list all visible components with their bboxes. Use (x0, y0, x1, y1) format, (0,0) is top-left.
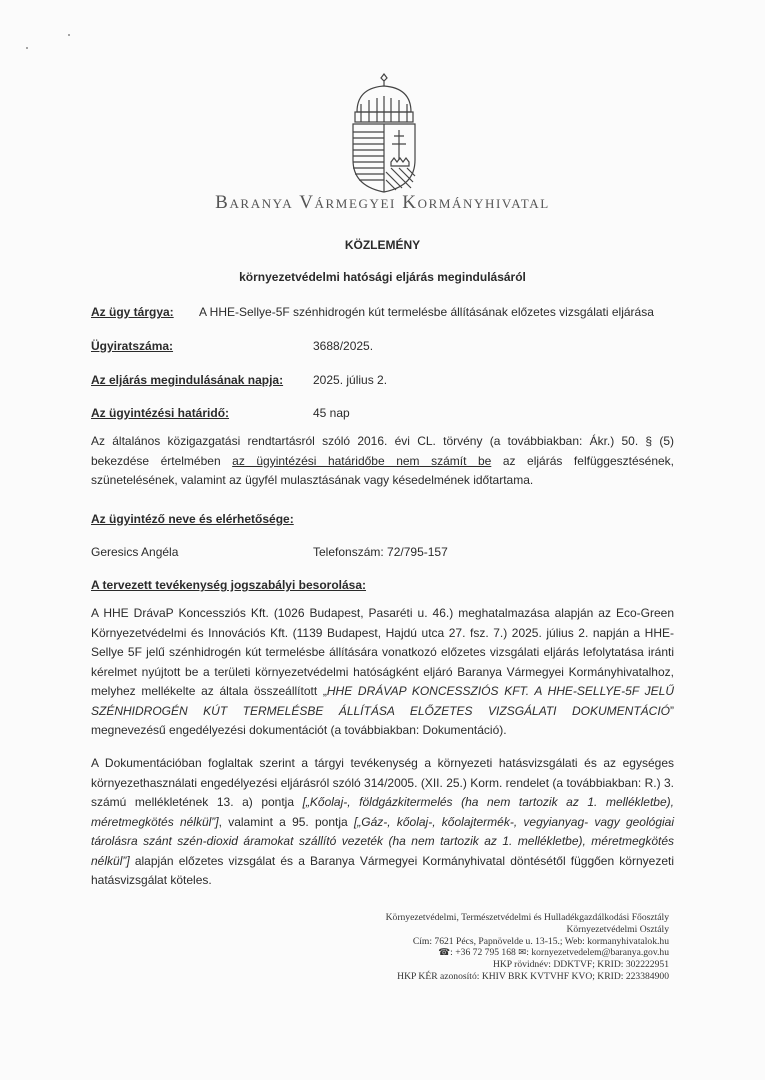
field-case-number (91, 339, 374, 353)
footer-hkp-ker: HKP KÉR azonosító: KHIV BRK KVTVHF KVO; KRID: 223384900 (397, 970, 669, 982)
field-label: Az ügy tárgya: (91, 305, 174, 319)
paragraph-text: az eljárás felfüggesztésének, szünetelésének, valamint az ügyfél mulasztásának vagy késedelmének időtartama. (91, 453, 674, 487)
field-subject (91, 305, 654, 319)
footer-department: Környezetvédelmi, Természetvédelmi és Hulladékgazdálkodási Főosztály (385, 912, 669, 923)
regulation-quote: [„Gáz-, kőolaj-, kőolajtermék-, vegyianyag- vagy geológiai tárolásra szánt szén-dioxid áramokat szállító vezeték (ha nem tartozik az 1. mellékletbe), méretmegkötés nélkül”] (91, 814, 674, 868)
footer-contact-block (386, 912, 669, 983)
officer-name: Geresics Angéla (91, 545, 179, 559)
paragraph-text: A Dokumentációban foglaltak szerint a tárgyi tevékenység a környezeti hatásvizsgálati és az egységes környezethasználati engedélyezési eljárásról szóló 314/2005. (XII. 25.) Korm. rendelet (a továbbiakban: R.) 3. számú mellékletének 13. a) pontja (91, 756, 674, 809)
section-heading: Az ügyintéző neve és elérhetősége: (91, 512, 294, 526)
classification-heading (91, 578, 366, 592)
hungarian-coat-of-arms-icon (339, 72, 429, 194)
scan-speck (26, 47, 28, 49)
footer-unit: Környezetvédelmi Osztály (566, 923, 669, 935)
paragraph-text: alapján előzetes vizsgálat és a Baranya Vármegyei Kormányhivatal döntésétől függően környezeti hatásvizsgálat köteles. (91, 853, 674, 887)
field-deadline (91, 406, 350, 420)
application-paragraph (91, 604, 674, 741)
section-heading: A tervezett tevékenység jogszabályi besorolása: (91, 578, 367, 592)
footer-hkp-short: HKP rövidnév: DDKTVF; KRID: 302222951 (492, 959, 669, 971)
scan-speck (68, 34, 70, 36)
document-subtitle: környezetvédelmi hatósági eljárás megindulásáról (239, 270, 526, 284)
field-value: 2025. július 2. (313, 373, 388, 387)
underlined-text: az ügyintézési határidőbe nem számít be (232, 453, 492, 468)
regulation-quote: [„Kőolaj-, földgázkitermelés (ha nem tartozik az 1. mellékletbe), méretmegkötés nélkül”] (91, 795, 674, 829)
footer-address: Cím: 7621 Pécs, Papnövelde u. 13-15.; Web: kormanyhivatalok.hu (412, 935, 669, 947)
document-title: KÖZLEMÉNY (344, 238, 421, 252)
contact-row (91, 545, 448, 559)
footer-phone-email: ☎: +36 72 795 168 ✉: kornyezetvedelem@baranya.gov.hu (438, 947, 669, 959)
paragraph-text: A HHE DrávaP Koncessziós Kft. (1026 Budapest, Pasaréti u. 46.) meghatalmazása alapján az Eco-Green Környezetvédelmi és Innovációs Kft. (1139 Budapest, Hajdú utca 27. fsz. 7.) 2025. július 2. napján a HHE- Sellye 5F jelű szénhidrogén kút termelésbe állítására vonatkozó előzetes vizsgálati eljárás lefolytatása iránti kérelmet nyújtott be a területi környezetvédelmi hatóságként eljáró Baranya Vármegyei Kormányhivatalhoz, melyhez mellékelte az általa összeállított „ (91, 606, 674, 698)
legal-basis-paragraph (91, 754, 674, 891)
contact-heading (91, 512, 294, 526)
paragraph-text: ” megnevezésű engedélyezési dokumentációt (a továbbiakban: Dokumentáció). (91, 703, 674, 737)
field-value: 3688/2025. (313, 339, 374, 353)
paragraph-text: , valamint a 95. pontja (218, 814, 354, 829)
field-label: Az eljárás megindulásának napja: (91, 373, 284, 387)
document-title-quote: HHE DRÁVAP KONCESSZIÓS KFT. A HHE-SELLYE-5F JELŰ SZÉNHIDROGÉN KÚT TERMELÉSBE ÁLLÍTÁSA ELŐZETES VIZSGÁLATI DOKUMENTÁCIÓ (91, 684, 674, 718)
field-label: Ügyiratszáma: (91, 339, 174, 353)
field-value: A HHE-Sellye-5F szénhidrogén kút termelésbe állításának előzetes vizsgálati eljárása (199, 305, 654, 319)
field-start-date (91, 373, 388, 387)
field-value: 45 nap (313, 406, 350, 420)
officer-phone: Telefonszám: 72/795-157 (313, 545, 448, 559)
deadline-paragraph (91, 432, 674, 491)
agency-name: Baranya Vármegyei Kormányhivatal (215, 192, 550, 213)
field-label: Az ügyintézési határidő: (91, 406, 230, 420)
paragraph-text: Az általános közigazgatási rendtartásról szóló 2016. évi CL. törvény (a továbbiakban: Ákr.) 50. § (5) bekezdése értelmében (91, 434, 674, 468)
